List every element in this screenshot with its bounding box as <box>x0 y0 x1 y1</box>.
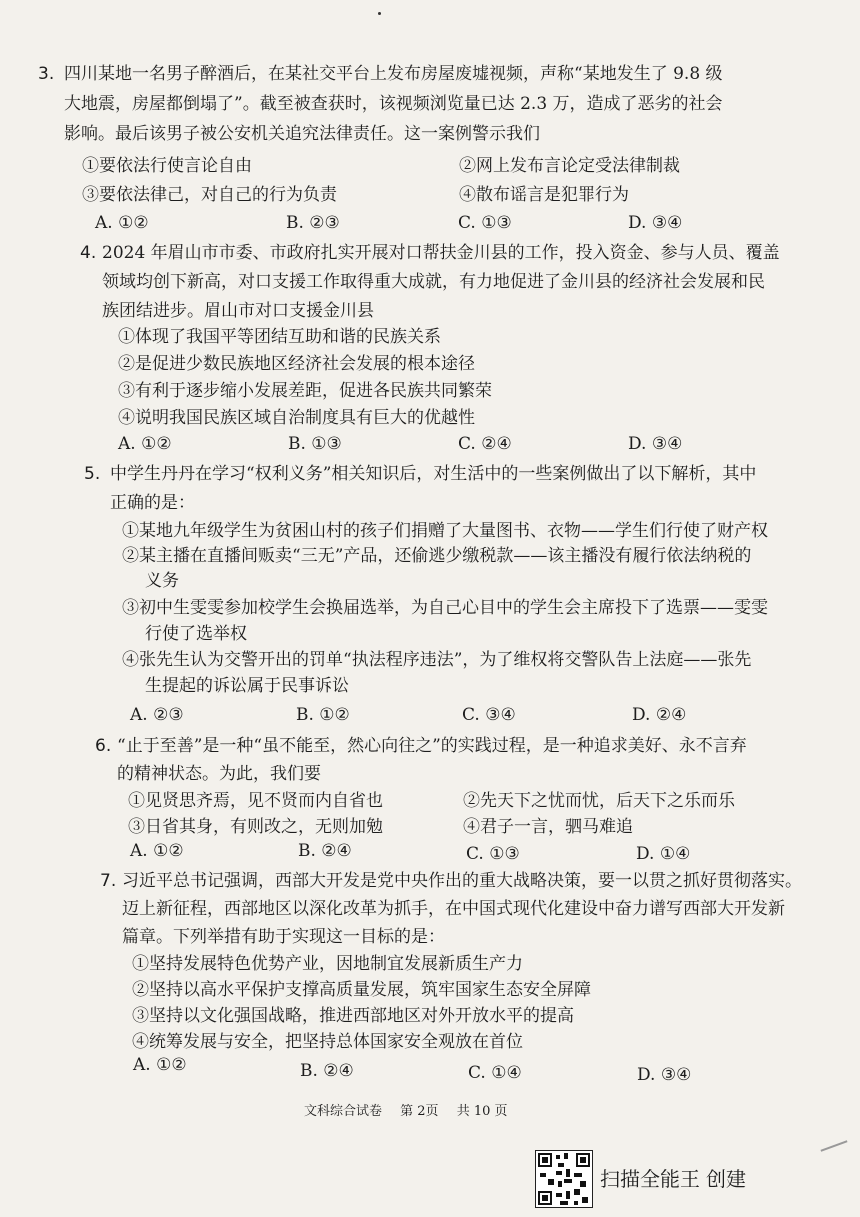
question-stem-line: 2024 年眉山市市委、市政府扎实开展对口帮扶金川县的工作，投入资金、参与人员、覆盖 <box>102 243 780 263</box>
answer-option-d: D. ①④ <box>636 844 691 864</box>
question-number: 3. <box>38 64 55 84</box>
answer-option-d: D. ②④ <box>632 705 687 725</box>
statement-item: ④说明我国民族区域自治制度具有巨大的优越性 <box>118 408 475 428</box>
statement-item: ③初中生雯雯参加校学生会换届选举，为自己心目中的学生会主席投下了选票——雯雯 <box>122 598 768 618</box>
answer-option-b: B. ①③ <box>288 434 342 454</box>
question-number: 4. <box>80 243 97 263</box>
question-stem-line: 中学生丹丹在学习“权利义务”相关知识后，对生活中的一些案例做出了以下解析，其中 <box>110 464 757 484</box>
statement-item: ①见贤思齐焉，见不贤而内自省也 <box>128 791 383 811</box>
statement-item: ③坚持以文化强国战略，推进西部地区对外开放水平的提高 <box>132 1006 574 1026</box>
statement-item: ③日省其身，有则改之，无则加勉 <box>128 817 383 837</box>
answer-option-d: D. ③④ <box>628 434 683 454</box>
statement-item-cont: 行使了选举权 <box>145 624 247 644</box>
answer-option-a: A. ①② <box>130 841 184 861</box>
question-stem-line: 影响。最后该男子被公安机关追究法律责任。这一案例警示我们 <box>64 124 540 144</box>
answer-option-a: A. ②③ <box>130 705 184 725</box>
page-footer <box>304 1100 522 1119</box>
footer-total: 共 10 页 <box>456 1104 508 1119</box>
answer-option-a: A. ①② <box>95 213 149 233</box>
question-stem-line: “止于至善”是一种“虽不能至，然心向往之”的实践过程，是一种追求美好、永不言弃 <box>117 736 747 756</box>
statement-item: ②坚持以高水平保护支撑高质量发展，筑牢国家生态安全屏障 <box>132 980 591 1000</box>
answer-option-b: B. ②④ <box>300 1061 354 1081</box>
statement-item: ②是促进少数民族地区经济社会发展的根本途径 <box>118 354 475 374</box>
qr-code-icon <box>535 1150 593 1208</box>
statement-item: ④散布谣言是犯罪行为 <box>459 185 629 205</box>
footer-page: 第 2页 <box>400 1104 439 1119</box>
question-stem-line: 习近平总书记强调，西部大开发是党中央作出的重大战略决策，要一以贯之抓好贯彻落实。 <box>122 871 802 891</box>
statement-item: ①体现了我国平等团结互助和谐的民族关系 <box>118 327 441 347</box>
answer-option-c: C. ②④ <box>458 434 512 454</box>
question-stem-line: 篇章。下列举措有助于实现这一目标的是： <box>122 927 445 947</box>
answer-option-c: C. ①③ <box>458 213 512 233</box>
answer-option-d: D. ③④ <box>637 1065 692 1085</box>
answer-option-a: A. ①② <box>118 434 172 454</box>
statement-item: ②某主播在直播间贩卖“三无”产品，还偷逃少缴税款——该主播没有履行依法纳税的 <box>122 546 752 566</box>
statement-item: ③有利于逐步缩小发展差距，促进各民族共同繁荣 <box>118 381 492 401</box>
statement-item-cont: 义务 <box>145 571 179 591</box>
answer-option-a: A. ①② <box>133 1055 187 1075</box>
question-stem-line: 大地震，房屋都倒塌了”。截至被查获时，该视频浏览量已达 2.3 万，造成了恶劣的社会 <box>64 94 723 114</box>
answer-option-c: C. ①③ <box>466 844 520 864</box>
answer-option-b: B. ②③ <box>286 213 340 233</box>
question-stem-line: 迈上新征程，西部地区以深化改革为抓手，在中国式现代化建设中奋力谱写西部大开发新 <box>122 899 785 919</box>
statement-item-cont: 生提起的诉讼属于民事诉讼 <box>145 676 349 696</box>
question-stem-line: 族团结进步。眉山市对口支援金川县 <box>102 301 374 321</box>
question-number: 6. <box>95 736 112 756</box>
statement-item: ②先天下之忧而忧，后天下之乐而乐 <box>463 791 735 811</box>
answer-option-b: B. ①② <box>296 705 350 725</box>
statement-item: ④统筹发展与安全，把坚持总体国家安全观放在首位 <box>132 1032 523 1052</box>
statement-item: ④张先生认为交警开出的罚单“执法程序违法”，为了维权将交警队告上法庭——张先 <box>122 650 752 670</box>
answer-option-b: B. ②④ <box>298 841 352 861</box>
question-stem-line: 正确的是： <box>110 493 195 513</box>
statement-item: ①要依法行使言论自由 <box>82 156 252 176</box>
question-number: 7. <box>100 871 117 891</box>
scanner-created-label: 创建 <box>706 1167 746 1191</box>
statement-item: ④君子一言，驷马难追 <box>463 817 633 837</box>
question-stem-line: 四川某地一名男子醉酒后，在某社交平台上发布房屋废墟视频，声称“某地发生了 9.8 级 <box>64 64 723 84</box>
question-number: 5. <box>84 464 101 484</box>
question-stem-line: 领域均创下新高，对口支援工作取得重大成就，有力地促进了金川县的经济社会发展和民 <box>102 272 765 292</box>
page-mark <box>378 12 381 15</box>
answer-option-c: C. ③④ <box>462 705 516 725</box>
scanner-app-name: 扫描全能王 <box>600 1167 700 1191</box>
scanner-watermark <box>600 1163 746 1192</box>
scan-smudge <box>821 1140 848 1151</box>
statement-item: ③要依法律己，对自己的行为负责 <box>82 185 337 205</box>
answer-option-d: D. ③④ <box>628 213 683 233</box>
answer-option-c: C. ①④ <box>468 1063 522 1083</box>
question-stem-line: 的精神状态。为此，我们要 <box>117 764 321 784</box>
footer-subject: 文科综合试卷 <box>304 1104 383 1119</box>
statement-item: ①坚持发展特色优势产业，因地制宜发展新质生产力 <box>132 954 523 974</box>
statement-item: ①某地九年级学生为贫困山村的孩子们捐赠了大量图书、衣物——学生们行使了财产权 <box>122 521 768 541</box>
statement-item: ②网上发布言论定受法律制裁 <box>459 156 680 176</box>
